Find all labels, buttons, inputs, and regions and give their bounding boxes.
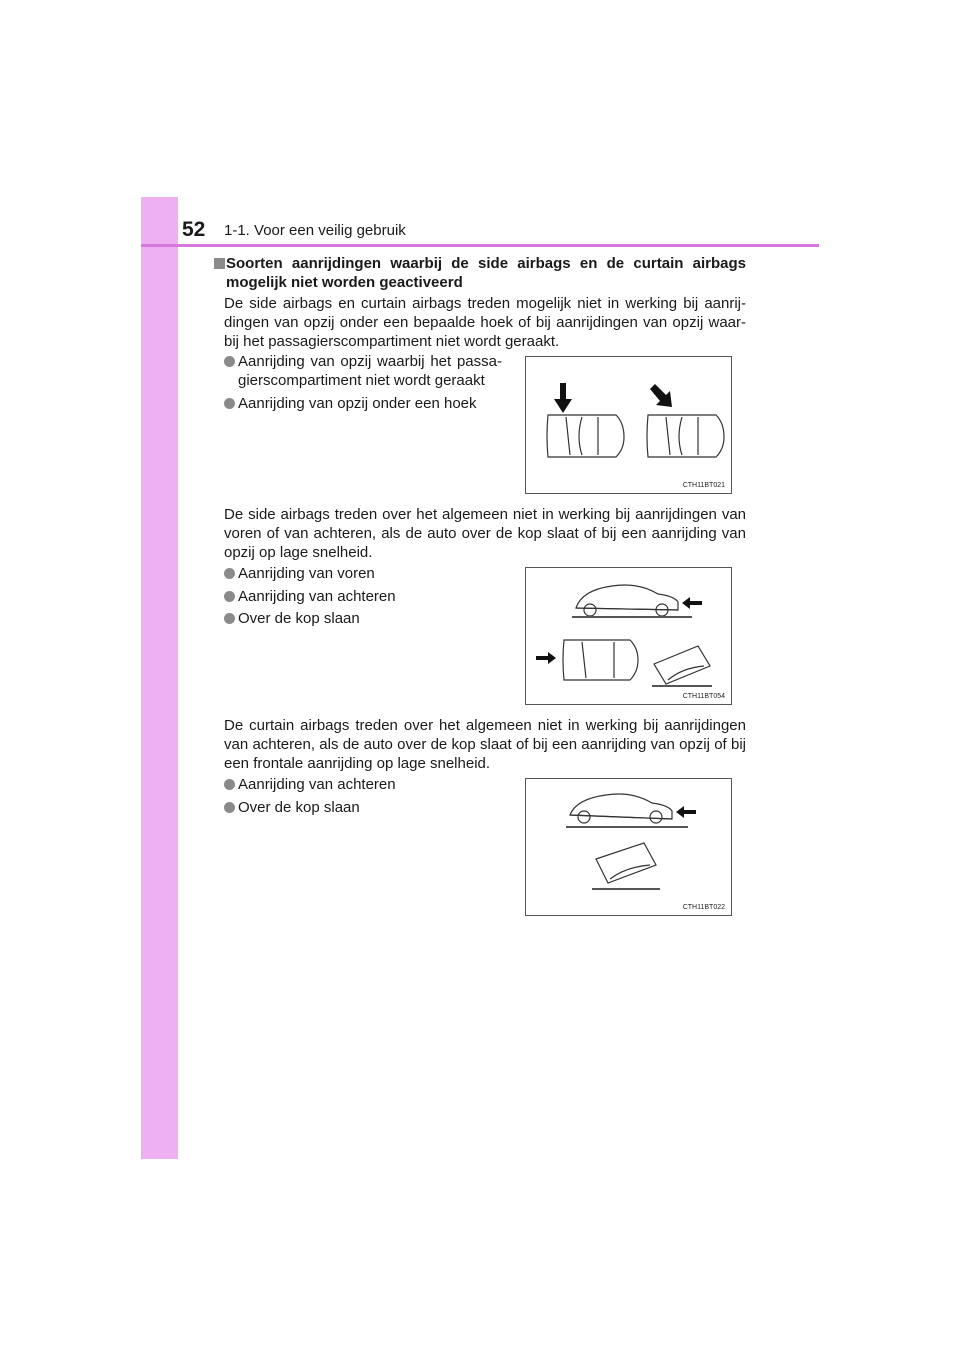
- page-number: 52: [182, 218, 206, 241]
- figure-front-rear-rollover: [525, 567, 732, 705]
- front-rear-rollover-illustration: [526, 568, 731, 704]
- section-heading-text: Soorten aanrijdingen waarbij de side airbags en de curtain airbags mogelijk niet worden geactiveerd: [226, 255, 746, 291]
- list-item: Aanrijding van achteren: [224, 587, 504, 606]
- paragraph-curtain-airbags: De curtain airbags treden over het algemeen niet in werking bij aanrijdingen van achteren, als de auto over de kop slaat of bij een aanrijding van opzij of bij een frontale aanrijding op lage snelheid.: [224, 717, 746, 772]
- bullet-icon: [224, 356, 235, 367]
- rear-rollover-illustration: [526, 779, 731, 915]
- intro-paragraph: De side airbags en curtain airbags treden mogelijk niet in werking bij aanrij- dingen van opzij onder een bepaalde hoek of bij aanrijdingen van opzij waar- bij het passagierscompartiment niet wordt geraakt.: [224, 295, 746, 350]
- chapter-side-band: [141, 197, 178, 1159]
- figure-rear-rollover: [525, 778, 732, 916]
- list-item: Aanrijding van achteren: [224, 775, 504, 794]
- list-item: Over de kop slaan: [224, 798, 504, 817]
- chapter-title: 1-1. Voor een veilig gebruik: [224, 222, 406, 239]
- bullet-icon: [224, 398, 235, 409]
- side-impact-illustration: [526, 357, 731, 493]
- bullet-icon: [224, 613, 235, 624]
- section-heading: [214, 254, 746, 292]
- figure-code: CTH11BT021: [682, 482, 725, 489]
- figure-code: CTH11BT022: [682, 904, 725, 911]
- bullet-icon: [224, 802, 235, 813]
- paragraph-side-airbags: De side airbags treden over het algemeen niet in werking bij aanrijdingen van voren of van achteren, als de auto over de kop slaat of bij een aanrijding van opzij op lage snelheid.: [224, 506, 746, 561]
- figure-side-impact: [525, 356, 732, 494]
- list-item: Aanrijding van voren: [224, 564, 504, 583]
- square-bullet-icon: [214, 258, 225, 269]
- figure-code: CTH11BT054: [682, 693, 725, 700]
- header-rule: [141, 244, 819, 247]
- bullet-icon: [224, 591, 235, 602]
- list-item: Aanrijding van opzij waarbij het passa- gierscompartiment niet wordt geraakt: [224, 352, 502, 390]
- list-item: Over de kop slaan: [224, 609, 504, 628]
- bullet-icon: [224, 779, 235, 790]
- list-item: Aanrijding van opzij onder een hoek: [224, 394, 514, 413]
- bullet-icon: [224, 568, 235, 579]
